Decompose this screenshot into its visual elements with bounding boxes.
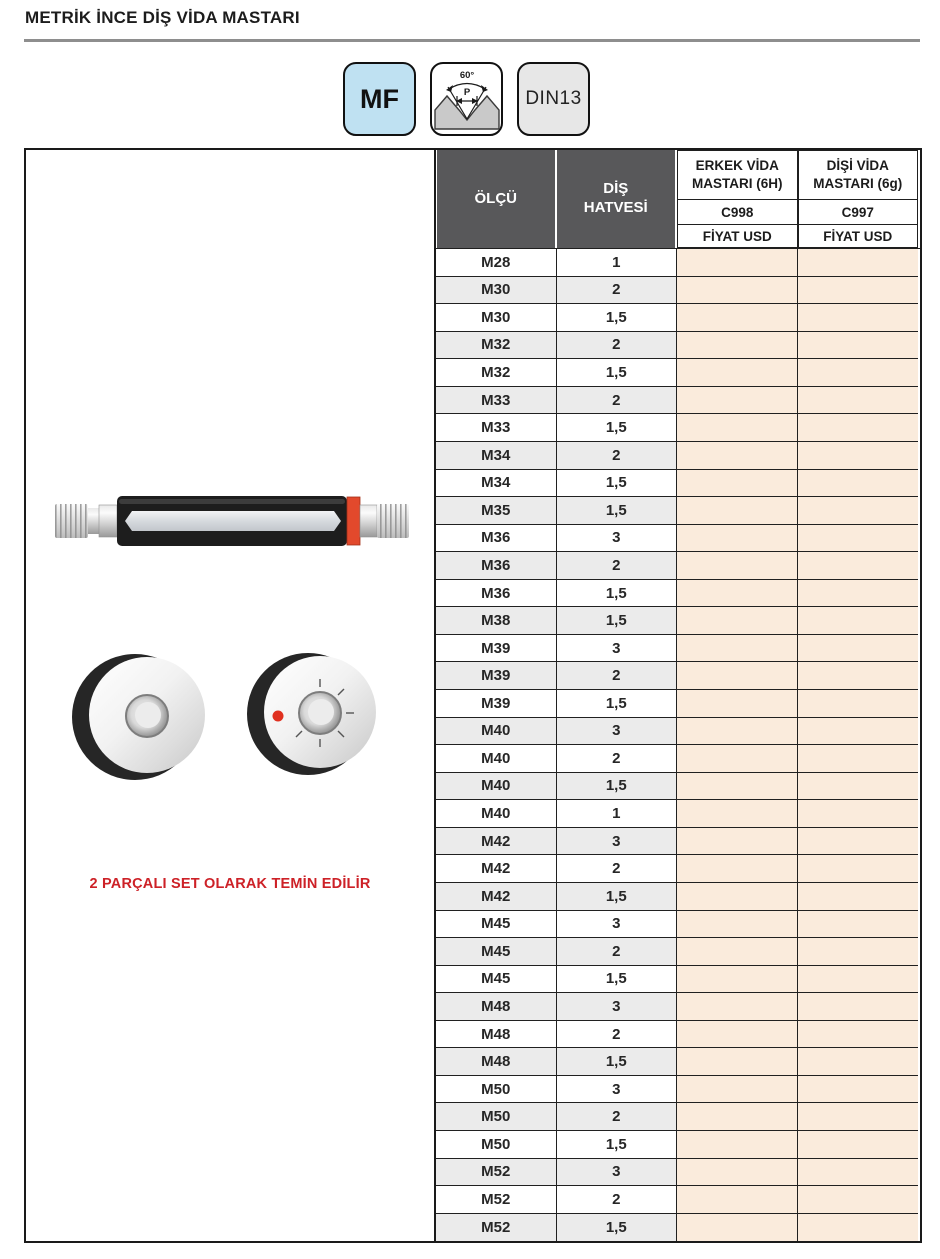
table-row — [436, 1048, 920, 1076]
pitch-cell: 1 — [557, 249, 678, 277]
size-cell: M42 — [436, 828, 557, 856]
ring-price-cell — [798, 911, 919, 939]
size-cell: M42 — [436, 883, 557, 911]
size-cell: M30 — [436, 304, 557, 332]
size-cell: M38 — [436, 607, 557, 635]
ring-price-cell — [798, 938, 919, 966]
pitch-cell: 1,5 — [557, 690, 678, 718]
plug-price-cell — [677, 332, 798, 360]
ring-price-cell — [798, 718, 919, 746]
size-cell: M48 — [436, 993, 557, 1021]
svg-text:P: P — [463, 87, 470, 98]
pitch-cell: 3 — [557, 911, 678, 939]
plug-price-cell — [677, 359, 798, 387]
header-ring-gauge — [798, 150, 919, 248]
table-row — [436, 1131, 920, 1159]
plug-price-cell — [677, 911, 798, 939]
size-cell: M35 — [436, 497, 557, 525]
size-cell: M39 — [436, 690, 557, 718]
size-cell: M45 — [436, 938, 557, 966]
plug-price-cell — [677, 277, 798, 305]
ring-price-cell — [798, 745, 919, 773]
plug-price-cell — [677, 690, 798, 718]
plug-price-cell — [677, 607, 798, 635]
plug-price-cell — [677, 1076, 798, 1104]
header-plug-price-label: FİYAT USD — [677, 225, 798, 248]
table-row — [436, 1214, 920, 1242]
pitch-cell: 2 — [557, 442, 678, 470]
size-cell: M32 — [436, 359, 557, 387]
header-ring-code: C997 — [798, 200, 919, 225]
header-plug-code: C998 — [677, 200, 798, 225]
size-cell: M45 — [436, 911, 557, 939]
table-row — [436, 497, 920, 525]
table-row — [436, 883, 920, 911]
ring-price-cell — [798, 1159, 919, 1187]
size-cell: M36 — [436, 552, 557, 580]
pitch-cell: 2 — [557, 745, 678, 773]
table-row — [436, 662, 920, 690]
size-cell: M34 — [436, 470, 557, 498]
plug-price-cell — [677, 249, 798, 277]
plug-price-cell — [677, 635, 798, 663]
ring-price-cell — [798, 470, 919, 498]
page-title: METRİK İNCE DİŞ VİDA MASTARI — [25, 8, 300, 27]
pitch-cell: 1,5 — [557, 607, 678, 635]
size-cell: M30 — [436, 277, 557, 305]
title-divider — [24, 39, 920, 42]
table-row — [436, 800, 920, 828]
table-body — [436, 249, 920, 1241]
svg-text:60°: 60° — [459, 70, 474, 81]
plug-price-cell — [677, 855, 798, 883]
ring-price-cell — [798, 883, 919, 911]
pitch-cell: 2 — [557, 1186, 678, 1214]
ring-price-cell — [798, 497, 919, 525]
pitch-cell: 3 — [557, 635, 678, 663]
badge-group — [343, 62, 590, 136]
ring-price-cell — [798, 1131, 919, 1159]
plug-price-cell — [677, 745, 798, 773]
plug-price-cell — [677, 1103, 798, 1131]
table-row — [436, 938, 920, 966]
table-row — [436, 1021, 920, 1049]
plug-price-cell — [677, 662, 798, 690]
table-row — [436, 1076, 920, 1104]
pitch-cell: 2 — [557, 855, 678, 883]
plug-price-cell — [677, 938, 798, 966]
pitch-cell: 1,5 — [557, 773, 678, 801]
table-row — [436, 277, 920, 305]
size-cell: M50 — [436, 1076, 557, 1104]
pitch-cell: 3 — [557, 525, 678, 553]
table-row — [436, 828, 920, 856]
ring-price-cell — [798, 580, 919, 608]
table-row — [436, 525, 920, 553]
table-row — [436, 911, 920, 939]
plug-price-cell — [677, 773, 798, 801]
table-row — [436, 1103, 920, 1131]
plug-price-cell — [677, 1159, 798, 1187]
plug-price-cell — [677, 580, 798, 608]
pitch-cell: 3 — [557, 1159, 678, 1187]
plug-price-cell — [677, 525, 798, 553]
go-ring-gauge — [72, 654, 205, 780]
table-row — [436, 359, 920, 387]
table-row — [436, 1159, 920, 1187]
table-row — [436, 745, 920, 773]
header-pitch: DİŞ HATVESİ — [557, 150, 678, 248]
table-row — [436, 966, 920, 994]
header-ring-title: DİŞİ VİDA MASTARI (6g) — [798, 150, 919, 200]
pitch-cell: 1,5 — [557, 883, 678, 911]
plug-price-cell — [677, 1186, 798, 1214]
size-cell: M36 — [436, 525, 557, 553]
pitch-cell: 3 — [557, 993, 678, 1021]
plug-price-cell — [677, 800, 798, 828]
size-cell: M39 — [436, 662, 557, 690]
size-cell: M52 — [436, 1159, 557, 1187]
table-row — [436, 249, 920, 277]
ring-price-cell — [798, 1048, 919, 1076]
ring-price-cell — [798, 635, 919, 663]
size-cell: M48 — [436, 1021, 557, 1049]
nogo-ring-gauge — [247, 653, 376, 775]
size-cell: M33 — [436, 387, 557, 415]
thread-plug-gauge-image — [55, 487, 411, 555]
ring-price-cell — [798, 1103, 919, 1131]
size-cell: M34 — [436, 442, 557, 470]
pitch-cell: 1,5 — [557, 304, 678, 332]
ring-price-cell — [798, 552, 919, 580]
ring-price-cell — [798, 607, 919, 635]
plug-price-cell — [677, 1048, 798, 1076]
pitch-cell: 3 — [557, 718, 678, 746]
size-cell: M32 — [436, 332, 557, 360]
plug-price-cell — [677, 552, 798, 580]
plug-price-cell — [677, 883, 798, 911]
ring-price-cell — [798, 800, 919, 828]
size-cell: M52 — [436, 1186, 557, 1214]
ring-price-cell — [798, 304, 919, 332]
ring-price-cell — [798, 1214, 919, 1242]
header-size: ÖLÇÜ — [436, 150, 557, 248]
plug-price-cell — [677, 414, 798, 442]
pitch-cell: 1,5 — [557, 414, 678, 442]
ring-price-cell — [798, 690, 919, 718]
ring-price-cell — [798, 828, 919, 856]
plug-price-cell — [677, 497, 798, 525]
ring-price-cell — [798, 359, 919, 387]
pitch-cell: 1,5 — [557, 1048, 678, 1076]
size-cell: M28 — [436, 249, 557, 277]
table-row — [436, 470, 920, 498]
ring-price-cell — [798, 525, 919, 553]
table-row — [436, 580, 920, 608]
red-dot-marker — [273, 711, 284, 722]
ring-price-cell — [798, 414, 919, 442]
size-cell: M39 — [436, 635, 557, 663]
ring-price-cell — [798, 1021, 919, 1049]
size-cell: M36 — [436, 580, 557, 608]
pitch-cell: 2 — [557, 277, 678, 305]
size-cell: M40 — [436, 773, 557, 801]
header-plug-gauge — [677, 150, 798, 248]
table-row — [436, 1186, 920, 1214]
pitch-cell: 1,5 — [557, 580, 678, 608]
ring-price-cell — [798, 277, 919, 305]
ring-price-cell — [798, 332, 919, 360]
size-cell: M52 — [436, 1214, 557, 1242]
plug-price-cell — [677, 470, 798, 498]
table-row — [436, 387, 920, 415]
table-row — [436, 332, 920, 360]
standard-badge: DIN13 — [517, 62, 590, 136]
table-row — [436, 690, 920, 718]
pitch-cell: 2 — [557, 552, 678, 580]
pitch-cell: 2 — [557, 1103, 678, 1131]
thread-profile-icon — [430, 62, 503, 136]
table-row — [436, 414, 920, 442]
plug-price-cell — [677, 993, 798, 1021]
plug-price-cell — [677, 1021, 798, 1049]
size-cell: M40 — [436, 718, 557, 746]
ring-price-cell — [798, 1076, 919, 1104]
size-cell: M45 — [436, 966, 557, 994]
thread-ring-gauges-image — [70, 645, 410, 795]
size-cell: M42 — [436, 855, 557, 883]
plug-price-cell — [677, 718, 798, 746]
table-row — [436, 855, 920, 883]
table-row — [436, 993, 920, 1021]
size-cell: M40 — [436, 800, 557, 828]
pitch-cell: 1,5 — [557, 470, 678, 498]
plug-price-cell — [677, 966, 798, 994]
pitch-cell: 1,5 — [557, 359, 678, 387]
content-frame — [24, 148, 922, 1243]
size-cell: M50 — [436, 1131, 557, 1159]
price-table — [434, 150, 920, 1241]
plug-price-cell — [677, 1214, 798, 1242]
pitch-cell: 1,5 — [557, 1214, 678, 1242]
header-ring-price-label: FİYAT USD — [798, 225, 919, 248]
pitch-cell: 2 — [557, 662, 678, 690]
ring-price-cell — [798, 966, 919, 994]
pitch-cell: 1 — [557, 800, 678, 828]
plug-price-cell — [677, 828, 798, 856]
table-row — [436, 304, 920, 332]
size-cell: M50 — [436, 1103, 557, 1131]
size-cell: M48 — [436, 1048, 557, 1076]
pitch-cell: 2 — [557, 938, 678, 966]
ring-price-cell — [798, 855, 919, 883]
set-note-text: 2 PARÇALI SET OLARAK TEMİN EDİLİR — [89, 876, 371, 892]
ring-price-cell — [798, 1186, 919, 1214]
ring-price-cell — [798, 662, 919, 690]
table-row — [436, 607, 920, 635]
table-header — [436, 150, 920, 249]
ring-price-cell — [798, 249, 919, 277]
pitch-cell: 3 — [557, 828, 678, 856]
ring-price-cell — [798, 387, 919, 415]
ring-price-cell — [798, 442, 919, 470]
pitch-cell: 1,5 — [557, 966, 678, 994]
plug-price-cell — [677, 442, 798, 470]
header-plug-title: ERKEK VİDA MASTARI (6H) — [677, 150, 798, 200]
thread-type-badge: MF — [343, 62, 416, 136]
pitch-cell: 2 — [557, 332, 678, 360]
size-cell: M33 — [436, 414, 557, 442]
pitch-cell: 1,5 — [557, 1131, 678, 1159]
pitch-cell: 1,5 — [557, 497, 678, 525]
pitch-cell: 3 — [557, 1076, 678, 1104]
table-row — [436, 773, 920, 801]
size-cell: M40 — [436, 745, 557, 773]
product-image-panel — [26, 150, 434, 1241]
plug-price-cell — [677, 1131, 798, 1159]
table-row — [436, 718, 920, 746]
pitch-cell: 2 — [557, 387, 678, 415]
pitch-cell: 2 — [557, 1021, 678, 1049]
table-row — [436, 635, 920, 663]
ring-price-cell — [798, 773, 919, 801]
plug-price-cell — [677, 304, 798, 332]
table-row — [436, 552, 920, 580]
plug-price-cell — [677, 387, 798, 415]
ring-price-cell — [798, 993, 919, 1021]
table-row — [436, 442, 920, 470]
